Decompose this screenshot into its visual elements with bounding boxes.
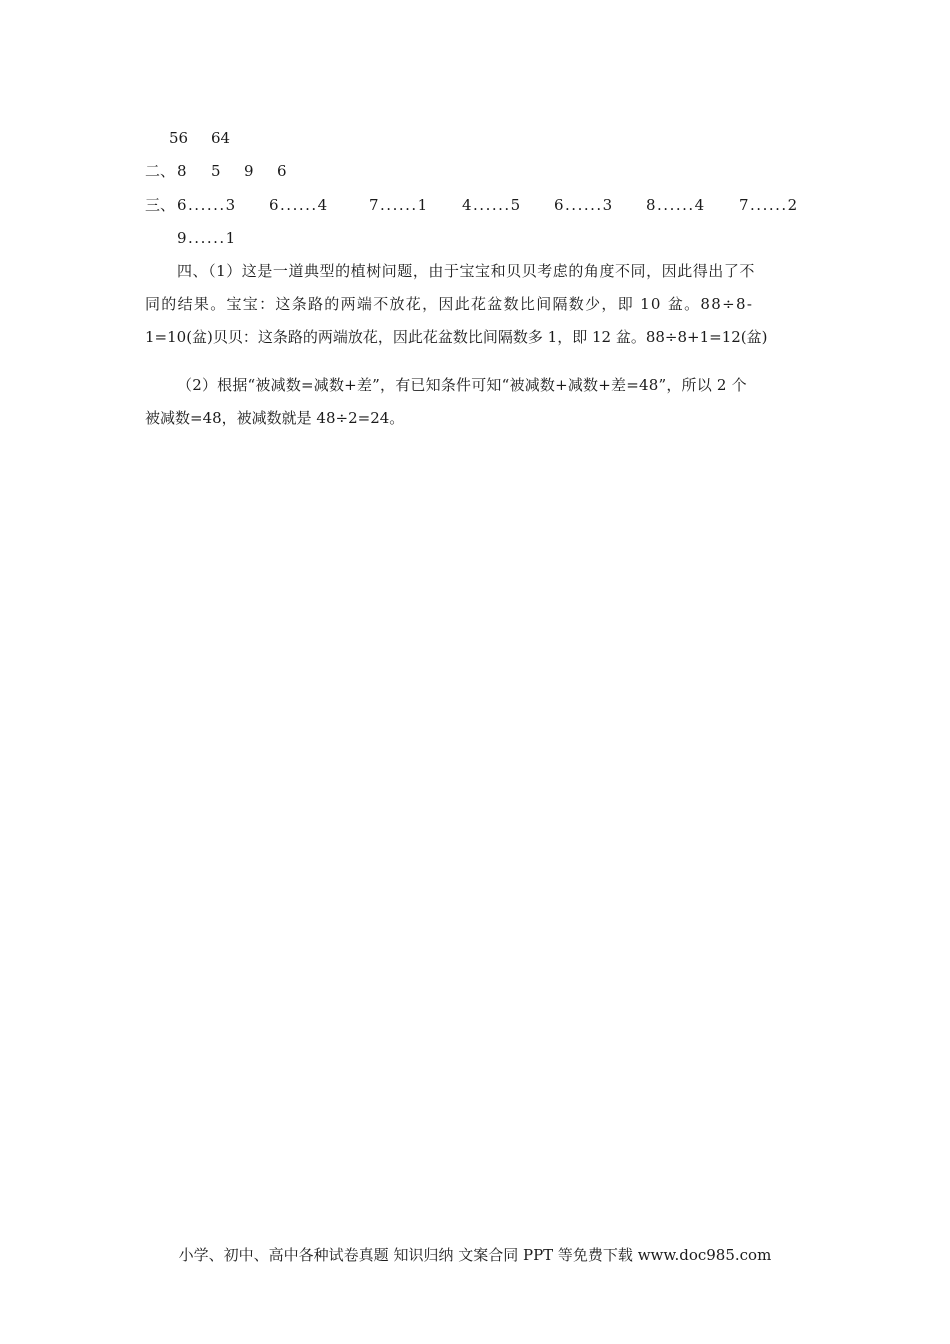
section-4-part2-line2: 被减数=48，被减数就是 48÷2=24。 (145, 409, 405, 427)
section-3-continuation (0, 228, 950, 248)
answer-value: 9 (244, 162, 254, 180)
answer-value: 8 (177, 162, 187, 180)
answer-value: 6......4 (269, 196, 329, 214)
answer-value: 4......5 (462, 196, 522, 214)
section-2-answers (0, 161, 950, 181)
answer-value: 6......3 (177, 196, 237, 214)
answer-value: 64 (211, 129, 231, 147)
answer-value: 56 (169, 129, 189, 147)
answer-value: 9......1 (177, 229, 237, 247)
answer-value: 6......3 (554, 196, 614, 214)
section-3-answers (0, 195, 950, 215)
page-footer: 小学、初中、高中各种试卷真题 知识归纳 文案合同 PPT 等免费下载 www.doc985.com (178, 1246, 772, 1264)
section-4-part2-line1: （2）根据“被减数=减数+差”，有已知条件可知“被减数+减数+差=48”，所以 2 个 (177, 376, 747, 394)
answer-value: 8......4 (646, 196, 706, 214)
answer-value: 7......1 (369, 196, 429, 214)
answer-line-1 (0, 128, 950, 148)
answer-value: 7......2 (739, 196, 799, 214)
section-4-part1-line3: 1=10(盆)贝贝：这条路的两端放花，因此花盆数比间隔数多 1，即 12 盆。88÷8+1=12(盆) (145, 328, 768, 346)
section-4-part1-line1: 四、（1）这是一道典型的植树问题，由于宝宝和贝贝考虑的角度不同，因此得出了不 (177, 262, 755, 280)
section-2-label: 二、 (145, 162, 176, 180)
answer-value: 5 (211, 162, 221, 180)
answer-value: 6 (277, 162, 287, 180)
section-3-label: 三、 (145, 196, 176, 214)
section-4-part1-line2: 同的结果。宝宝：这条路的两端不放花，因此花盆数比间隔数少，即 10 盆。88÷8- (145, 295, 754, 313)
